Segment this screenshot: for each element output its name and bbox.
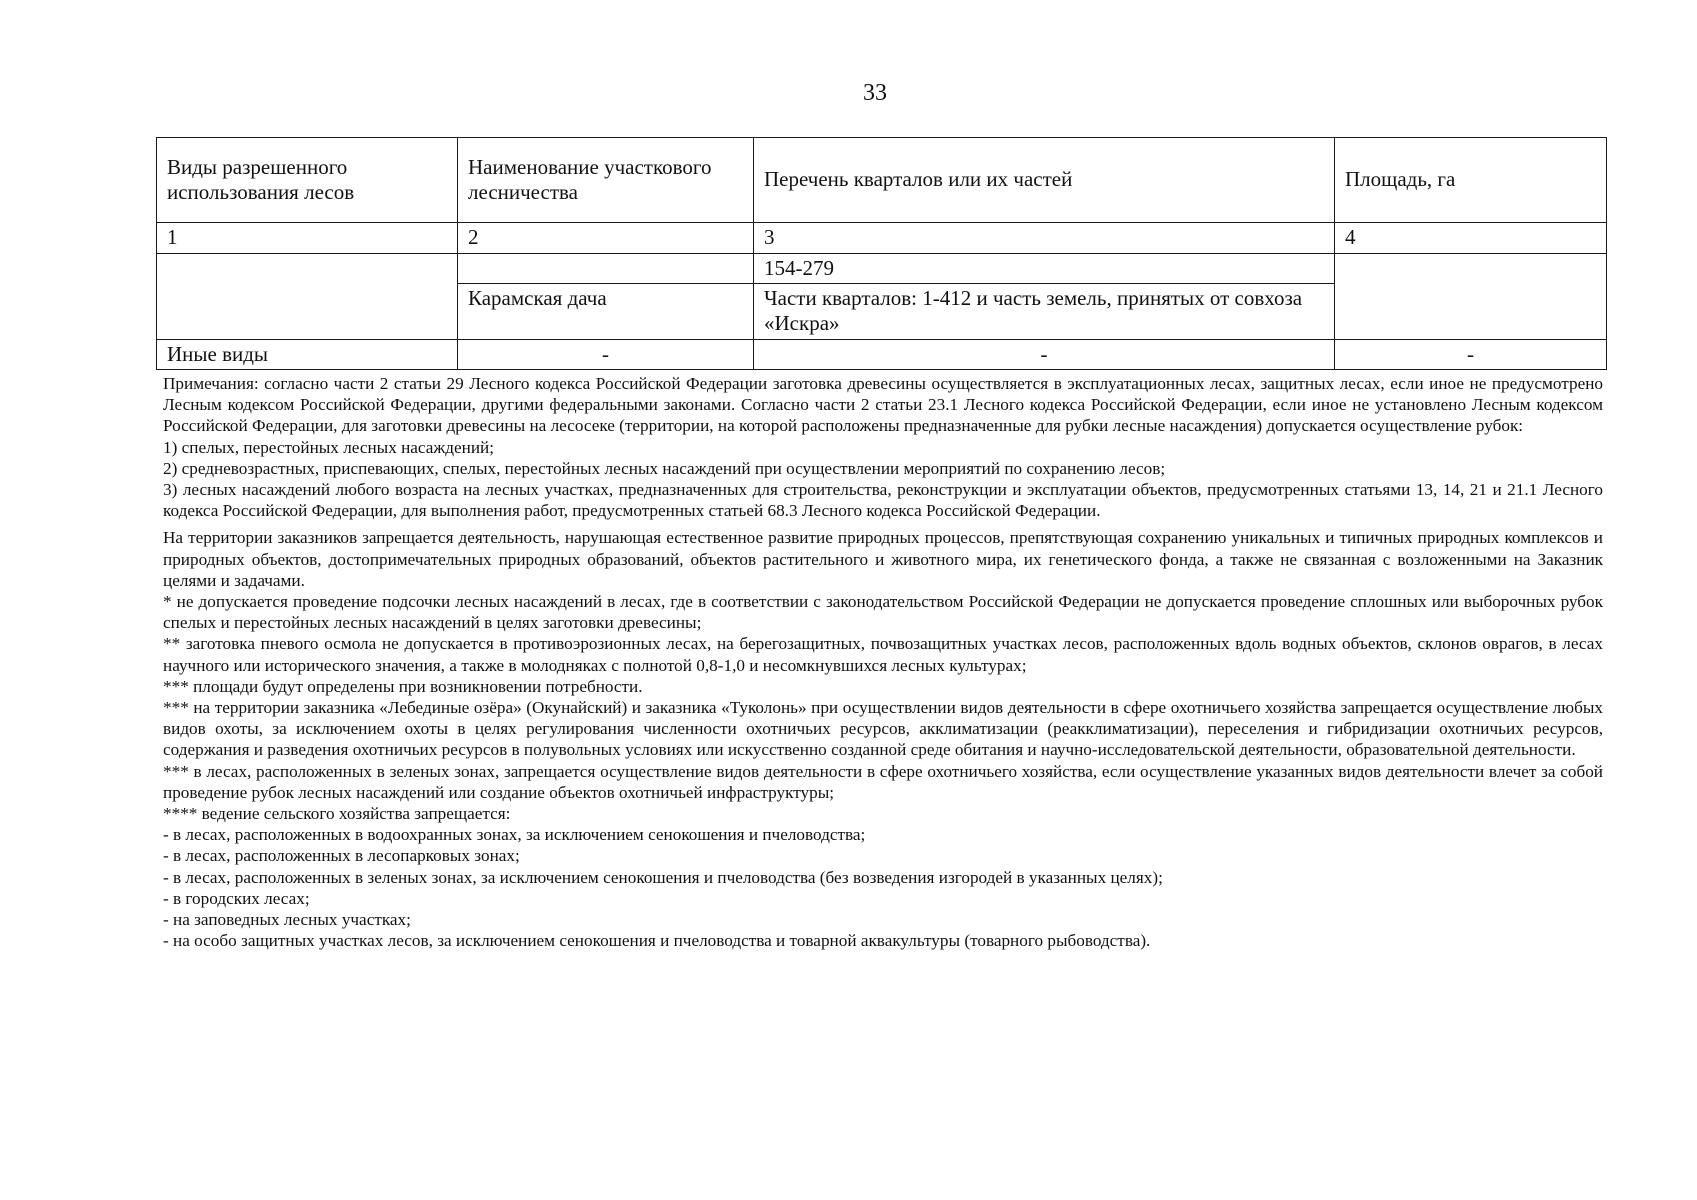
note-paragraph: - в городских лесах; (163, 888, 310, 908)
note-paragraph: * не допускается проведение подсочки лесных насаждений в лесах, где в соответствии с законодательством Российской Федерации не допускается проведение сплошных или выборочных рубок спелых и перестойных лесных насаждений в целях заготовки древесины; (163, 592, 1603, 633)
note-paragraph: - на заповедных лесных участках; (163, 910, 411, 930)
table-cell (157, 254, 458, 340)
column-number: 2 (458, 223, 754, 254)
note-paragraph: *** площади будут определены при возникновении потребности. (163, 676, 643, 696)
header-quarters-list: Перечень кварталов или их частей (754, 138, 1335, 223)
note-paragraph: 1) спелых, перестойных лесных насаждений; (163, 437, 495, 457)
table-cell: - (458, 339, 754, 369)
note-paragraph: *** на территории заказника «Лебединые озёра» (Окунайский) и заказника «Туколонь» при осуществлении видов деятельности в сфере охотничьего хозяйства запрещается осуществление любых видов охоты, за исключением охоты в целях регулирования численности охотничьих ресурсов, акклиматизации (реакклиматизации), переселения и гибридизации охотничьих ресурсов, содержания и разведения охотничьих ресурсов в полувольных условиях или искусственно созданной среде обитания и научно-исследовательской деятельности, образовательной деятельности. (163, 698, 1603, 760)
table-row (157, 339, 1607, 369)
header-use-type: Виды разрешенного использования лесов (157, 138, 458, 223)
column-number: 3 (754, 223, 1335, 254)
note-paragraph: - в лесах, расположенных в водоохранных зонах, за исключением сенокошения и пчеловодства; (163, 825, 866, 845)
table-cell (1335, 254, 1607, 340)
table-cell: 154-279 (754, 254, 1335, 284)
note-paragraph: На территории заказников запрещается деятельность, нарушающая естественное развитие природных процессов, препятствующая сохранению уникальных и типичных природных комплексов и природных объектов, достопримечательных природных образований, объектов растительного и животного мира, их генетического фонда, а также не связанная с возложенными на Заказник целями и задачами. (163, 528, 1603, 590)
header-area: Площадь, га (1335, 138, 1607, 223)
note-paragraph: ** заготовка пневого осмола не допускается в противоэрозионных лесах, на берегозащитных, почвозащитных участках лесов, расположенных вдоль водных объектов, склонов оврагов, в лесах научного или исторического значения, а также в молодняках с полнотой 0,8-1,0 и несомкнувшихся лесных культурах; (163, 634, 1603, 675)
note-paragraph: - в лесах, расположенных в зеленых зонах, за исключением сенокошения и пчеловодства (без возведения изгородей в указанных целях); (163, 867, 1163, 887)
table-cell (458, 254, 754, 284)
page-number: 33 (863, 80, 887, 106)
table-cell: Части кварталов: 1-412 и часть земель, принятых от совхоза «Искра» (754, 284, 1335, 339)
note-paragraph: - в лесах, расположенных в лесопарковых зонах; (163, 846, 520, 866)
note-paragraph: 2) средневозрастных, приспевающих, спелых, перестойных лесных насаждений при осуществлении мероприятий по сохранению лесов; (163, 458, 1166, 478)
table-row (157, 254, 1607, 284)
note-paragraph: Примечания: согласно части 2 статьи 29 Лесного кодекса Российской Федерации заготовка древесины осуществляется в эксплуатационных лесах, защитных лесах, если иное не предусмотрено Лесным кодексом Российской Федерации, другими федеральными законами. Согласно части 2 статьи 23.1 Лесного кодекса Российской Федерации, если иное не установлено Лесным кодексом Российской Федерации, для заготовки древесины на лесосеке (территории, на которой расположены предназначенные для рубки лесные насаждения) допускается осуществление рубок: (163, 374, 1603, 436)
note-paragraph: **** ведение сельского хозяйства запрещается: (163, 804, 511, 824)
table-cell: - (754, 339, 1335, 369)
table-header-row (157, 138, 1607, 223)
column-number: 4 (1335, 223, 1607, 254)
column-number-row (157, 223, 1607, 254)
notes-section (163, 373, 1603, 951)
table-cell: - (1335, 339, 1607, 369)
note-paragraph: - на особо защитных участках лесов, за исключением сенокошения и пчеловодства и товарной аквакультуры (товарного рыбоводства). (163, 931, 1151, 951)
note-paragraph: *** в лесах, расположенных в зеленых зонах, запрещается осуществление видов деятельности в сфере охотничьего хозяйства, если осуществление указанных видов деятельности влечет за собой проведение рубок лесных насаждений или создание объектов охотничьей инфраструктуры; (163, 761, 1603, 802)
note-paragraph: 3) лесных насаждений любого возраста на лесных участках, предназначенных для строительства, реконструкции и эксплуатации объектов, предусмотренных статьями 13, 14, 21 и 21.1 Лесного кодекса Российской Федерации, для выполнения работ, предусмотренных статьей 68.3 Лесного кодекса Российской Федерации. (163, 480, 1603, 521)
header-forestry-name: Наименование участкового лесничества (458, 138, 754, 223)
column-number: 1 (157, 223, 458, 254)
table-cell: Карамская дача (458, 284, 754, 339)
table-cell: Иные виды (157, 339, 458, 369)
forest-use-table (156, 137, 1607, 370)
